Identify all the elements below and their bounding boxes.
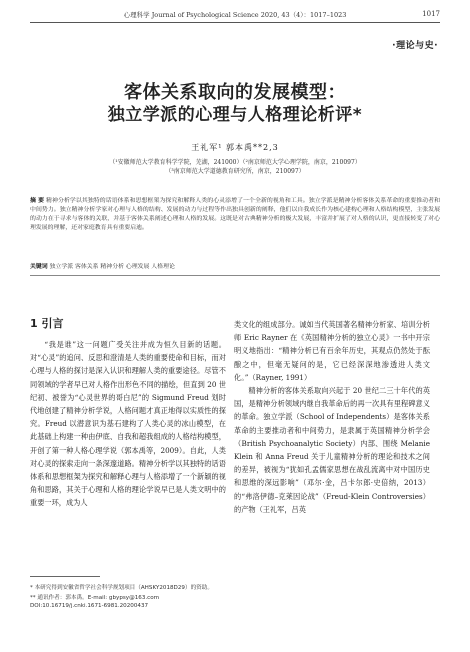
page-number: 1017 <box>422 10 440 18</box>
paragraph: 精神分析的客体关系取向兴起于 20 世纪二三十年代的英国，是精神分析领域内继自我革命后的再一次具有里程碑意义的革命。独立学派（School of Independents）是客体关系革命的主要推动者和中间势力，是隶属于英国精神分析学会（British Psychoanalytic Society）内部、围绕 Melanie Klein 和 Anna Freud 关于儿童精神分析的理论和技术之间的差异，被视为“犹如孔孟儒家思想在战乱流离中对中国历史和思维的深远影响”（邓尔·金，吕卡尔郎·史倍纳，2013）的“弗洛伊德–克莱因论战”（Freud-Klein Controversies）的产物（王礼军，吕英 <box>234 386 430 514</box>
abstract-rule <box>30 275 440 276</box>
title-line-2: 独立学派的心理与人格理论析评* <box>107 105 363 125</box>
abstract-label: 摘 要 <box>30 198 45 204</box>
footnote-funding: * 本研究得到安徽省哲学社会科学规划项目（AHSKY2018D29）的资助。 <box>30 585 213 591</box>
footnote-doi: DOI:10.16719/j.cnki.1671-6981.20200437 <box>30 603 149 609</box>
affiliation-1: （¹安徽师范大学教育科学学院，芜湖，241000）（²南京师范大学心理学院，南京，210097） <box>109 159 361 166</box>
keywords-text: 独立学派 客体关系 精神分析 心理发展 人格理论 <box>49 264 175 270</box>
section-tag: ·理论与史· <box>392 41 438 51</box>
abstract <box>30 197 440 233</box>
paragraph: 类文化的组成部分。诚如当代英国著名精神分析家、培训分析师 Eric Rayner 在《英国精神分析的独立心灵》一书中开宗明义地指出：“精神分析已有百余年历史，其观点仍然处于酝酿之中，但毫无疑问的是，它已经深深地渗透进人类文化。”（Rayner, 1991） <box>234 320 430 382</box>
keywords <box>30 261 440 270</box>
affiliation-2: （³南京师范大学道德教育研究所，南京，210097） <box>165 168 305 175</box>
section-heading: 1 引言 <box>30 317 64 330</box>
title-line-1: 客体关系取向的发展模型： <box>124 82 346 103</box>
footnote-rule <box>30 576 100 577</box>
body-column-left <box>30 338 226 510</box>
keywords-label: 关键词 <box>30 264 48 270</box>
paragraph: “我是谁”这一问题广受关注并成为恒久目新的话题。对“心灵”的追问、反思和澄清是人类的重要使命和目标，而对心理与人格的探讨是深入认识和理解人类的重要途径。尽管不同领域的学者早已对人格作出形色不同的描绘，但直到 20 世纪初、被誉为“心灵世界的哥白尼”的 Sigmund Freud 划时代地创建了精神分析学说，人格问题才真正地得以实质性的探究。Freud 以潜意识为基石建构了人类心灵的冰山模型，在此基础上构建一种由伊底、自我和超我组成的人格结构模型，开创了第一种人格心理学说（郭本禹等，2009）。自此，人类对心灵的探索走向一条深邃道路。精神分析学以其独特的话语体系和思想框架为探究和解释心理与人格添增了一个新颖的视角和思路，其关于心理和人格的理论学说早已是人类文明中的重要一环，成为人 <box>30 340 226 508</box>
body-column-right <box>234 318 430 516</box>
abstract-text: 精神分析学以其独特的话语体系和思想框架为探究和解释人类的心灵添增了一个全新的视角和工具。独立学派是精神分析客体关系革命的重要推动者和中间势力。独立精神分析学家对心理与人格的结构、发展的动力与过程等作出独具创新的阐释，他们以自我成长作为核心建构心理和人格结构模型，主张发展的动力在于寻求与客体的关联，并基于客体关系阐述心理和人格的发展。这既是对古典精神分析的极大发展，丰富并扩展了对人格的认识，更直接转变了对心理发展的理解，还对家庭教育具有重要启迪。 <box>30 198 440 232</box>
footnote-correspondence: ** 通讯作者：郭本禹。E-mail: gbypsy@163.com <box>30 595 160 601</box>
header-rule <box>30 22 440 23</box>
authors: 王礼军¹ 郭本禹**2,3 <box>191 143 279 152</box>
journal-citation: 心理科学 Journal of Psychological Science 2020, 43（4）：1017–1023 <box>123 11 347 19</box>
